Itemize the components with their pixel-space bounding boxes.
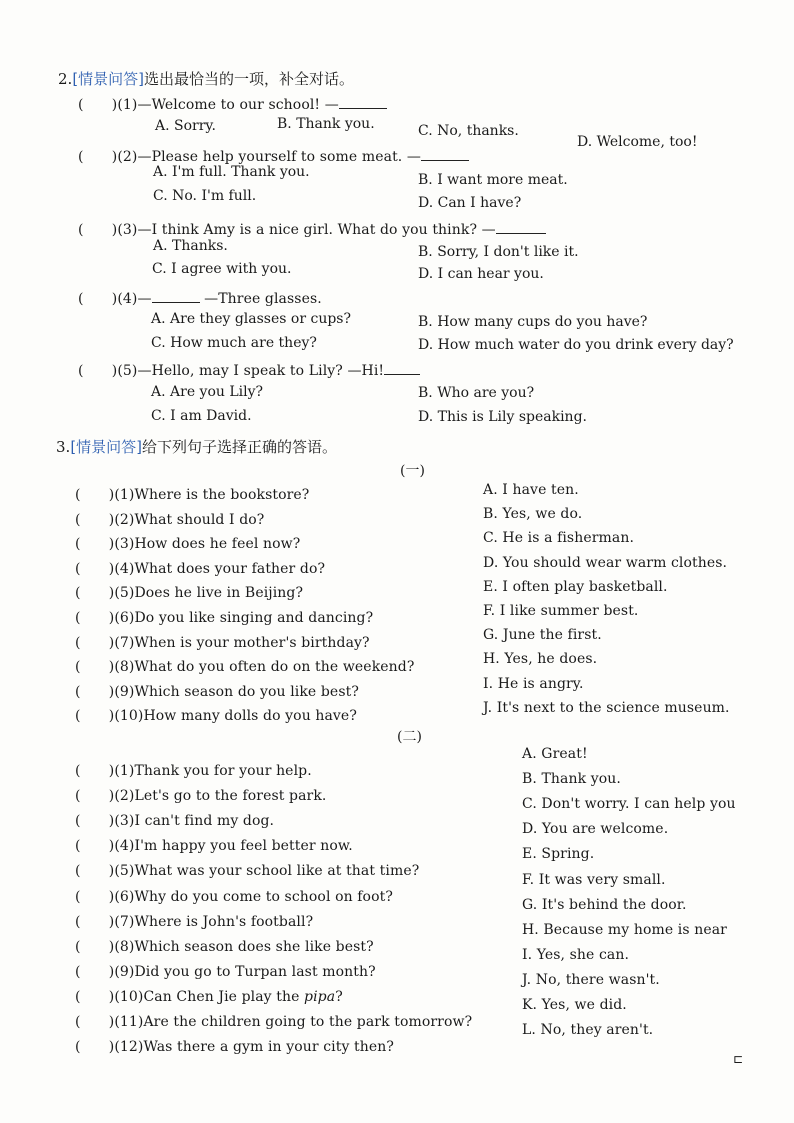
s2-q2-option-a[interactable]: A. I'm full. Thank you. — [153, 164, 310, 180]
section3-instruction: 给下列句子选择正确的答语。 — [142, 438, 338, 456]
answer-paren[interactable]: ( ) — [75, 610, 115, 626]
answer-option[interactable]: F. It was very small. — [522, 871, 666, 888]
answer-paren[interactable]: ( ) — [78, 363, 118, 379]
answer-paren[interactable]: ( ) — [75, 634, 115, 651]
answer-option[interactable]: I. He is angry. — [483, 675, 584, 692]
section3-heading — [56, 436, 337, 457]
q-stem: —Welcome to our school! — — [137, 97, 339, 113]
answer-blank — [152, 290, 200, 303]
q-stem: —I think Amy is a nice girl. What do you think? — — [137, 222, 496, 238]
answer-option[interactable]: G. June the first. — [483, 627, 602, 644]
answer-option[interactable]: J. No, there wasn't. — [522, 971, 660, 988]
question-text: (6)Do you like singing and dancing? — [114, 610, 374, 626]
answer-option[interactable]: E. Spring. — [522, 846, 595, 863]
answer-option[interactable]: K. Yes, we did. — [522, 997, 627, 1013]
answer-option[interactable]: A. Great! — [522, 746, 588, 762]
s2-q3-option-d[interactable]: D. I can hear you. — [418, 266, 544, 282]
q-stem: —Please help yourself to some meat. — — [137, 149, 421, 165]
answer-paren[interactable]: ( ) — [75, 487, 115, 503]
match-question — [75, 681, 359, 701]
answer-option[interactable]: C. He is a fisherman. — [483, 530, 634, 547]
answer-paren[interactable]: ( ) — [75, 988, 115, 1005]
match-question — [75, 911, 313, 931]
q-stem: — — [137, 291, 152, 307]
answer-option[interactable]: D. You should wear warm clothes. — [483, 554, 728, 571]
s2-q5-option-c[interactable]: C. I am David. — [151, 408, 252, 424]
answer-paren[interactable]: ( ) — [78, 222, 118, 238]
question-text: (9)Which season do you like best? — [114, 683, 359, 700]
answer-blank — [496, 221, 546, 234]
s2-q2-option-c[interactable]: C. No. I'm full. — [153, 188, 257, 204]
answer-blank — [339, 96, 387, 109]
s2-q5-option-d[interactable]: D. This is Lily speaking. — [418, 409, 587, 425]
answer-paren[interactable]: ( ) — [75, 788, 115, 805]
answer-option[interactable]: H. Yes, he does. — [483, 651, 598, 668]
match-question — [75, 961, 376, 981]
answer-paren[interactable]: ( ) — [75, 536, 115, 553]
question-text: (10)How many dolls do you have? — [114, 708, 357, 725]
s2-q2-option-d[interactable]: D. Can I have? — [418, 195, 522, 211]
question-text: (2)Let's go to the forest park. — [114, 788, 327, 805]
question-text: (3)I can't find my dog. — [114, 813, 275, 830]
match-question — [75, 810, 274, 830]
question-text: (6)Why do you come to school on foot? — [114, 888, 393, 905]
question-text: (5)What was your school like at that time? — [114, 863, 420, 880]
question-text: (8)What do you often do on the weekend? — [114, 659, 415, 676]
match-question — [75, 582, 303, 602]
question-text: (11)Are the children going to the park tomorrow? — [114, 1014, 473, 1030]
answer-option[interactable]: B. Thank you. — [522, 771, 621, 788]
s2-q5-option-a[interactable]: A. Are you Lily? — [151, 384, 264, 400]
question-text: (9)Did you go to Turpan last month? — [114, 963, 376, 980]
answer-option[interactable]: E. I often play basketball. — [483, 578, 668, 595]
match-question — [75, 860, 419, 880]
match-question — [75, 533, 300, 553]
s2-q4-option-c[interactable]: C. How much are they? — [151, 335, 317, 351]
s2-question-4 — [78, 288, 322, 308]
section2-number: 2. — [58, 70, 73, 88]
corner-mark: ⊏ — [733, 1052, 744, 1066]
question-text: (4)What does your father do? — [114, 560, 326, 577]
question-text: (2)What should I do? — [114, 511, 265, 528]
answer-paren[interactable]: ( ) — [75, 585, 115, 602]
answer-paren[interactable]: ( ) — [75, 763, 115, 779]
question-text: (7)Where is John's football? — [114, 913, 314, 930]
s2-q1-option-b[interactable]: B. Thank you. — [277, 116, 375, 132]
match-question — [75, 632, 370, 652]
answer-blank — [384, 362, 420, 375]
match-question — [75, 886, 393, 906]
s2-q5-option-b[interactable]: B. Who are you? — [418, 385, 535, 401]
answer-option[interactable]: H. Because my home is near — [522, 921, 727, 938]
answer-option[interactable]: G. It's behind the door. — [522, 896, 687, 913]
q-num: (3) — [117, 222, 138, 238]
match-question — [75, 785, 326, 805]
answer-blank — [421, 148, 469, 161]
answer-paren[interactable]: ( ) — [75, 1014, 115, 1030]
match-question — [75, 835, 353, 855]
q-num: (1) — [117, 97, 138, 113]
answer-paren[interactable]: ( ) — [75, 813, 115, 830]
s2-q4-option-d[interactable]: D. How much water do you drink every day? — [418, 337, 734, 353]
match-question — [75, 484, 309, 504]
s2-q1-option-d[interactable]: D. Welcome, too! — [577, 134, 698, 150]
q-num: (4) — [117, 291, 138, 307]
part2-title: (二) — [397, 729, 422, 745]
question-text: (3)How does he feel now? — [114, 536, 301, 553]
s2-question-2 — [78, 146, 469, 166]
answer-option[interactable]: I. Yes, she can. — [522, 946, 630, 963]
s2-q4-option-b[interactable]: B. How many cups do you have? — [418, 314, 648, 330]
answer-paren[interactable]: ( ) — [75, 1039, 115, 1056]
match-question — [75, 705, 357, 725]
answer-option[interactable]: J. It's next to the science museum. — [483, 699, 730, 716]
match-question — [75, 760, 312, 780]
match-question — [75, 1011, 472, 1031]
s2-q3-option-b[interactable]: B. Sorry, I don't like it. — [418, 244, 579, 260]
answer-paren[interactable]: ( ) — [75, 963, 115, 980]
q-stem: —Hello, may I speak to Lily? —Hi! — [137, 363, 385, 379]
match-question — [75, 986, 343, 1006]
s2-q1-option-a[interactable]: A. Sorry. — [155, 118, 216, 134]
answer-paren[interactable]: ( ) — [75, 888, 115, 905]
question-text: (4)I'm happy you feel better now. — [114, 838, 353, 855]
match-question — [75, 656, 414, 676]
q-num: (5) — [117, 363, 138, 379]
answer-paren[interactable]: ( ) — [75, 838, 115, 855]
s2-q1-option-c[interactable]: C. No, thanks. — [418, 123, 519, 139]
s2-question-3 — [78, 219, 546, 239]
question-text: (5)Does he live in Beijing? — [114, 585, 304, 602]
s2-q2-option-b[interactable]: B. I want more meat. — [418, 172, 568, 188]
answer-option[interactable]: L. No, they aren't. — [522, 1022, 654, 1039]
answer-paren[interactable]: ( ) — [75, 511, 115, 528]
part1-title: (一) — [400, 463, 425, 479]
section2-heading — [58, 68, 354, 89]
match-question — [75, 558, 325, 578]
section3-number: 3. — [56, 438, 71, 456]
question-text: (12)Was there a gym in your city then? — [114, 1039, 394, 1056]
s2-q3-option-c[interactable]: C. I agree with you. — [152, 261, 292, 277]
answer-paren[interactable]: ( ) — [78, 291, 118, 307]
question-text: (1)Where is the bookstore? — [114, 487, 310, 503]
pipa-word: pipa — [304, 988, 336, 1005]
answer-paren[interactable]: ( ) — [75, 659, 115, 676]
match-question — [75, 607, 373, 627]
answer-option[interactable]: C. Don't worry. I can help you — [522, 796, 736, 813]
answer-option[interactable]: A. I have ten. — [483, 482, 579, 498]
answer-option[interactable]: B. Yes, we do. — [483, 506, 583, 523]
q-stem-after: —Three glasses. — [204, 291, 322, 307]
s2-q4-option-a[interactable]: A. Are they glasses or cups? — [151, 311, 351, 327]
match-question — [75, 509, 264, 529]
answer-paren[interactable]: ( ) — [75, 938, 115, 955]
question-text: (8)Which season does she like best? — [114, 938, 374, 955]
question-mark: ? — [335, 988, 343, 1005]
section2-instruction: 选出最恰当的一项，补全对话。 — [144, 70, 355, 88]
match-question — [75, 1036, 394, 1056]
answer-paren[interactable]: ( ) — [78, 149, 118, 165]
question-text: (1)Thank you for your help. — [114, 763, 312, 779]
section3-tag: [情景问答] — [70, 438, 143, 456]
question-text: (10)Can Chen Jie play the — [114, 988, 305, 1005]
answer-paren[interactable]: ( ) — [75, 708, 115, 725]
answer-paren[interactable]: ( ) — [78, 97, 118, 113]
question-text: (7)When is your mother's birthday? — [114, 634, 370, 651]
answer-paren[interactable]: ( ) — [75, 863, 115, 880]
s2-question-1 — [78, 94, 387, 114]
answer-paren[interactable]: ( ) — [75, 683, 115, 700]
s2-question-5 — [78, 360, 420, 380]
match-question — [75, 936, 374, 956]
answer-paren[interactable]: ( ) — [75, 913, 115, 930]
q-num: (2) — [117, 149, 138, 165]
s2-q3-option-a[interactable]: A. Thanks. — [153, 238, 228, 254]
section2-tag: [情景问答] — [72, 70, 145, 88]
answer-paren[interactable]: ( ) — [75, 560, 115, 577]
answer-option[interactable]: D. You are welcome. — [522, 821, 669, 838]
answer-option[interactable]: F. I like summer best. — [483, 603, 639, 619]
